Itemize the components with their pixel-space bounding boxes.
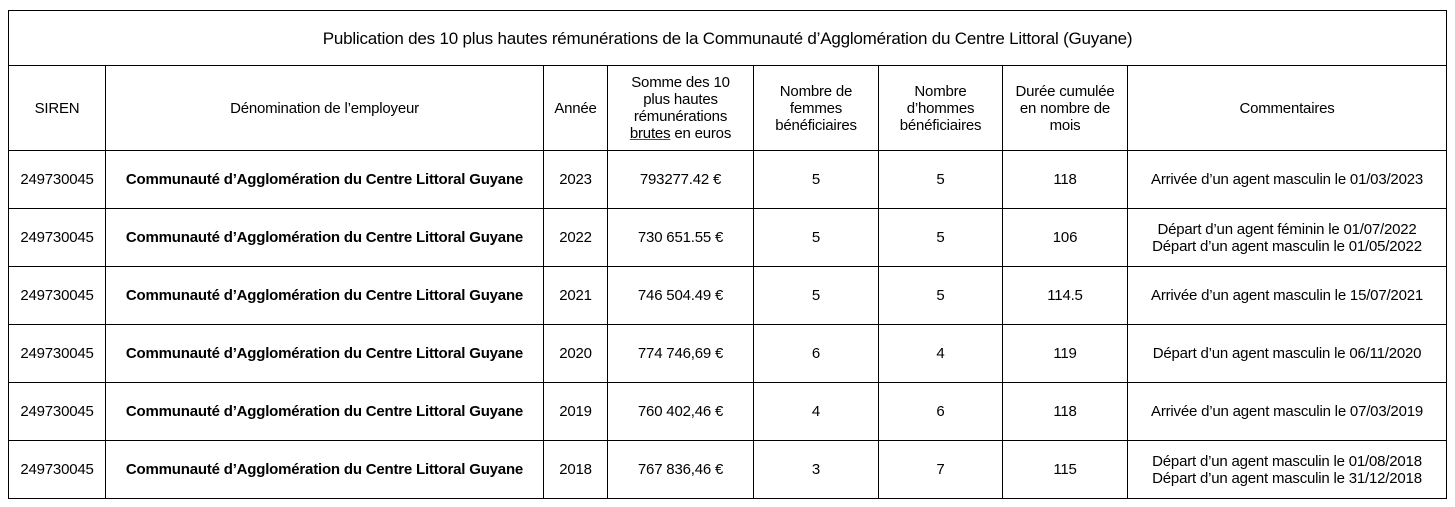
cell-siren: 249730045	[9, 441, 106, 499]
cell-sum: 760 402,46 €	[608, 383, 754, 441]
header-siren: SIREN	[9, 66, 106, 151]
cell-comment	[1128, 209, 1447, 267]
cell-duration: 115	[1003, 441, 1128, 499]
cell-year: 2022	[544, 209, 608, 267]
header-sum-line2: plus hautes	[643, 91, 718, 108]
cell-year: 2018	[544, 441, 608, 499]
header-duration-line3: mois	[1049, 116, 1081, 134]
cell-duration: 119	[1003, 325, 1128, 383]
table-row	[9, 151, 1447, 209]
cell-comment	[1128, 325, 1447, 383]
cell-duration: 114.5	[1003, 267, 1128, 325]
header-duration	[1003, 66, 1128, 151]
header-sum-line4-rest: en euros	[670, 125, 732, 142]
header-comments: Commentaires	[1128, 66, 1447, 151]
header-duration-line2: en nombre de	[1019, 99, 1111, 117]
comment-line: Arrivée d’un agent masculin le 15/07/2021	[1151, 287, 1423, 304]
cell-employer: Communauté d’Agglomération du Centre Littoral Guyane	[106, 441, 544, 499]
cell-year: 2019	[544, 383, 608, 441]
table-title: Publication des 10 plus hautes rémunérations de la Communauté d’Agglomération du Centre Littoral (Guyane)	[9, 11, 1447, 66]
header-sum-underlined-word: brutes	[629, 125, 671, 142]
header-women-line2: femmes	[789, 99, 843, 117]
cell-siren: 249730045	[9, 267, 106, 325]
cell-comment	[1128, 441, 1447, 499]
header-men-line3: bénéficiaires	[899, 116, 982, 134]
cell-year: 2023	[544, 151, 608, 209]
cell-employer: Communauté d’Agglomération du Centre Littoral Guyane	[106, 209, 544, 267]
header-men-line2: d’hommes	[906, 99, 975, 117]
comment-line: Arrivée d’un agent masculin le 01/03/2023	[1151, 171, 1423, 188]
cell-employer: Communauté d’Agglomération du Centre Littoral Guyane	[106, 325, 544, 383]
header-year: Année	[544, 66, 608, 151]
cell-employer: Communauté d’Agglomération du Centre Littoral Guyane	[106, 151, 544, 209]
header-sum	[608, 66, 754, 151]
cell-men: 7	[879, 441, 1003, 499]
cell-women: 5	[754, 267, 879, 325]
cell-sum: 774 746,69 €	[608, 325, 754, 383]
table-row	[9, 325, 1447, 383]
table-row	[9, 383, 1447, 441]
header-row	[9, 66, 1447, 151]
header-duration-line1: Durée cumulée	[1015, 82, 1115, 100]
cell-sum: 767 836,46 €	[608, 441, 754, 499]
cell-year: 2020	[544, 325, 608, 383]
cell-duration: 118	[1003, 151, 1128, 209]
header-women-line1: Nombre de	[779, 82, 853, 100]
comment-line: Départ d’un agent féminin le 01/07/2022	[1157, 220, 1417, 238]
comment-line: Départ d’un agent masculin le 01/05/2022	[1152, 237, 1422, 255]
cell-year: 2021	[544, 267, 608, 325]
header-sum-line1: Somme des 10	[631, 74, 730, 91]
header-sum-line3: rémunérations	[633, 108, 728, 125]
cell-siren: 249730045	[9, 209, 106, 267]
cell-women: 4	[754, 383, 879, 441]
cell-women: 5	[754, 151, 879, 209]
cell-sum: 793277.42 €	[608, 151, 754, 209]
cell-women: 3	[754, 441, 879, 499]
title-row	[9, 11, 1447, 66]
comment-line: Départ d’un agent masculin le 31/12/2018	[1152, 469, 1422, 487]
cell-women: 5	[754, 209, 879, 267]
cell-comment	[1128, 151, 1447, 209]
header-women-line3: bénéficiaires	[775, 116, 857, 134]
remuneration-table	[8, 10, 1447, 499]
cell-sum: 746 504.49 €	[608, 267, 754, 325]
cell-men: 5	[879, 151, 1003, 209]
table-row	[9, 209, 1447, 267]
comment-line: Départ d’un agent masculin le 06/11/2020	[1152, 345, 1422, 362]
cell-men: 5	[879, 267, 1003, 325]
cell-siren: 249730045	[9, 151, 106, 209]
cell-women: 6	[754, 325, 879, 383]
comment-line: Départ d’un agent masculin le 01/08/2018	[1152, 452, 1422, 470]
cell-men: 5	[879, 209, 1003, 267]
cell-men: 4	[879, 325, 1003, 383]
cell-comment	[1128, 267, 1447, 325]
cell-siren: 249730045	[9, 383, 106, 441]
cell-employer: Communauté d’Agglomération du Centre Littoral Guyane	[106, 267, 544, 325]
cell-duration: 118	[1003, 383, 1128, 441]
cell-siren: 249730045	[9, 325, 106, 383]
header-women	[754, 66, 879, 151]
table-row	[9, 441, 1447, 499]
comment-line: Arrivée d’un agent masculin le 07/03/2019	[1151, 403, 1423, 420]
header-men	[879, 66, 1003, 151]
cell-comment	[1128, 383, 1447, 441]
header-men-line1: Nombre	[914, 82, 967, 100]
header-employer: Dénomination de l’employeur	[106, 66, 544, 151]
cell-men: 6	[879, 383, 1003, 441]
cell-employer: Communauté d’Agglomération du Centre Littoral Guyane	[106, 383, 544, 441]
cell-duration: 106	[1003, 209, 1128, 267]
table-row	[9, 267, 1447, 325]
cell-sum: 730 651.55 €	[608, 209, 754, 267]
header-sum-line4	[610, 125, 751, 142]
